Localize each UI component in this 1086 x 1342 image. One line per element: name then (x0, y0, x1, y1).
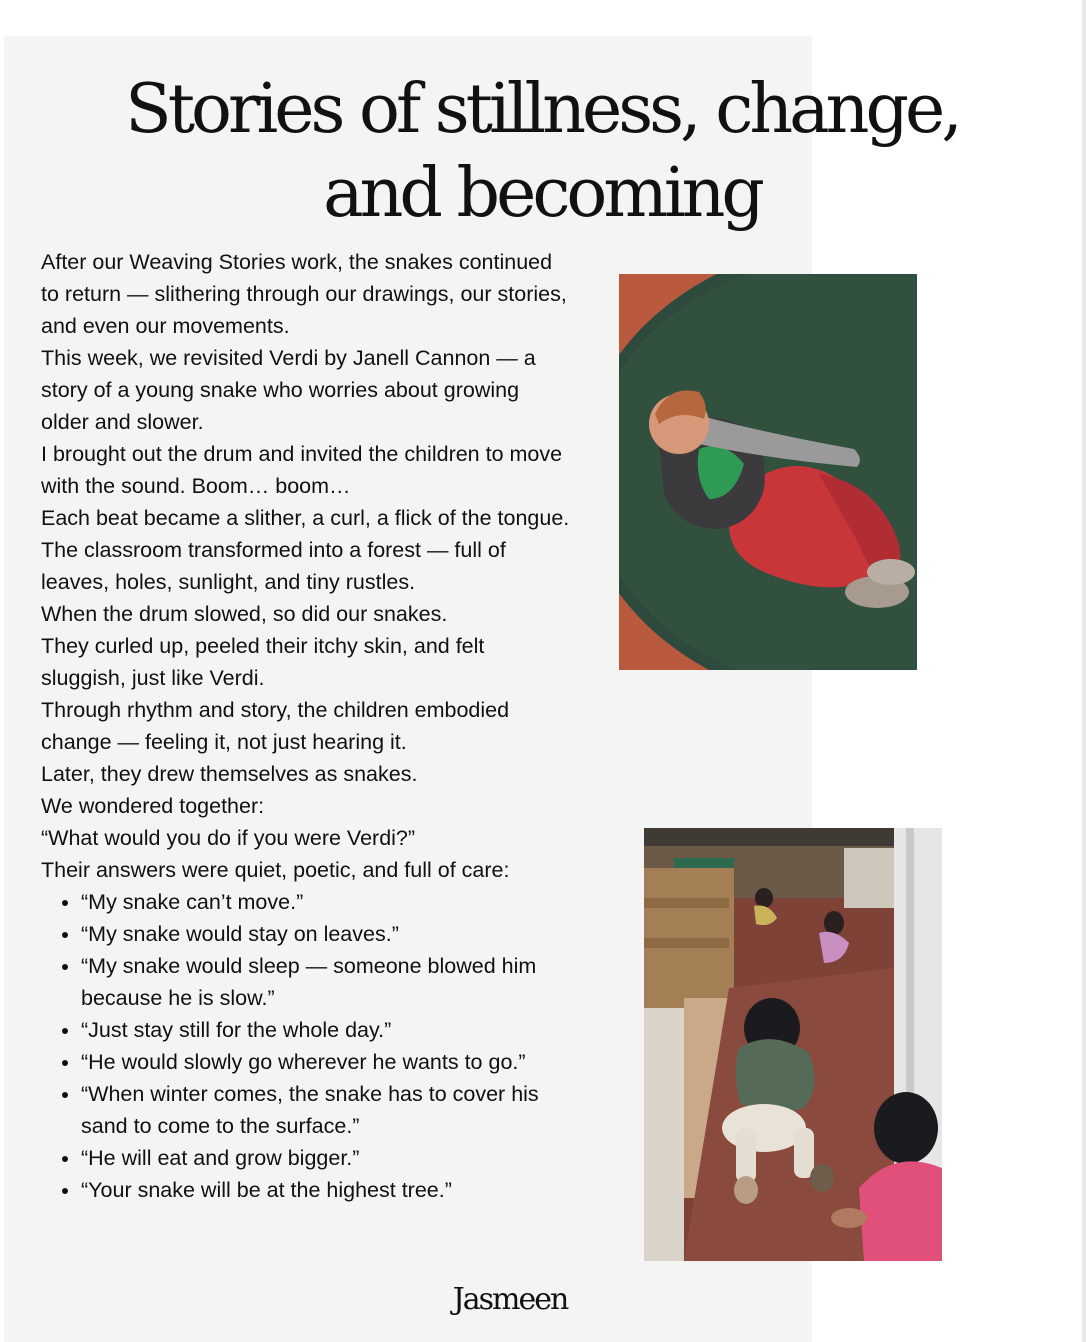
photo-children-crawling-classroom (644, 828, 942, 1261)
photo-child-curled-on-rug (619, 274, 917, 670)
answer-item: • “My snake would stay on leaves.” (81, 918, 571, 950)
paragraph: Their answers were quiet, poetic, and full of care: (41, 858, 510, 882)
photo-illustration (619, 274, 917, 670)
paragraph: The classroom transformed into a forest — full of leaves, holes, sunlight, and tiny rustles. (41, 538, 506, 594)
paragraph: Later, they drew themselves as snakes. (41, 762, 418, 786)
paragraph: “What would you do if you were Verdi?” (41, 826, 416, 850)
answers-list (41, 886, 571, 1206)
photo-illustration (644, 828, 942, 1261)
answer-item: • “He will eat and grow bigger.” (81, 1142, 571, 1174)
paragraph: This week, we revisited Verdi by Janell Cannon — a story of a young snake who worries about growing older and slower. (41, 346, 536, 434)
paragraph: I brought out the drum and invited the children to move with the sound. Boom… boom… (41, 442, 563, 498)
paragraph: They curled up, peeled their itchy skin, and felt sluggish, just like Verdi. (41, 634, 485, 690)
answer-item: • “Your snake will be at the highest tree.” (81, 1174, 571, 1206)
answer-item: • “Just stay still for the whole day.” (81, 1014, 571, 1046)
author-signature: Jasmeen (452, 1282, 568, 1317)
answer-item: • “My snake can’t move.” (81, 886, 571, 918)
page-title: Stories of stillness, change, and becoming (125, 70, 959, 233)
page-edge (1082, 0, 1086, 1342)
paragraph: Each beat became a slither, a curl, a flick of the tongue. (41, 506, 570, 530)
paragraph: When the drum slowed, so did our snakes. (41, 602, 448, 626)
answer-item: • “He would slowly go wherever he wants to go.” (81, 1046, 571, 1078)
paragraph: Through rhythm and story, the children embodied change — feeling it, not just hearing it. (41, 698, 510, 754)
story-text (41, 246, 571, 1206)
paragraph: We wondered together: (41, 794, 265, 818)
answer-item: • “When winter comes, the snake has to cover his sand to come to the surface.” (81, 1078, 571, 1142)
answer-item: • “My snake would sleep — someone blowed him because he is slow.” (81, 950, 571, 1014)
paragraph: After our Weaving Stories work, the snakes continued to return — slithering through our drawings, our stories, and even our movements. (41, 250, 567, 338)
